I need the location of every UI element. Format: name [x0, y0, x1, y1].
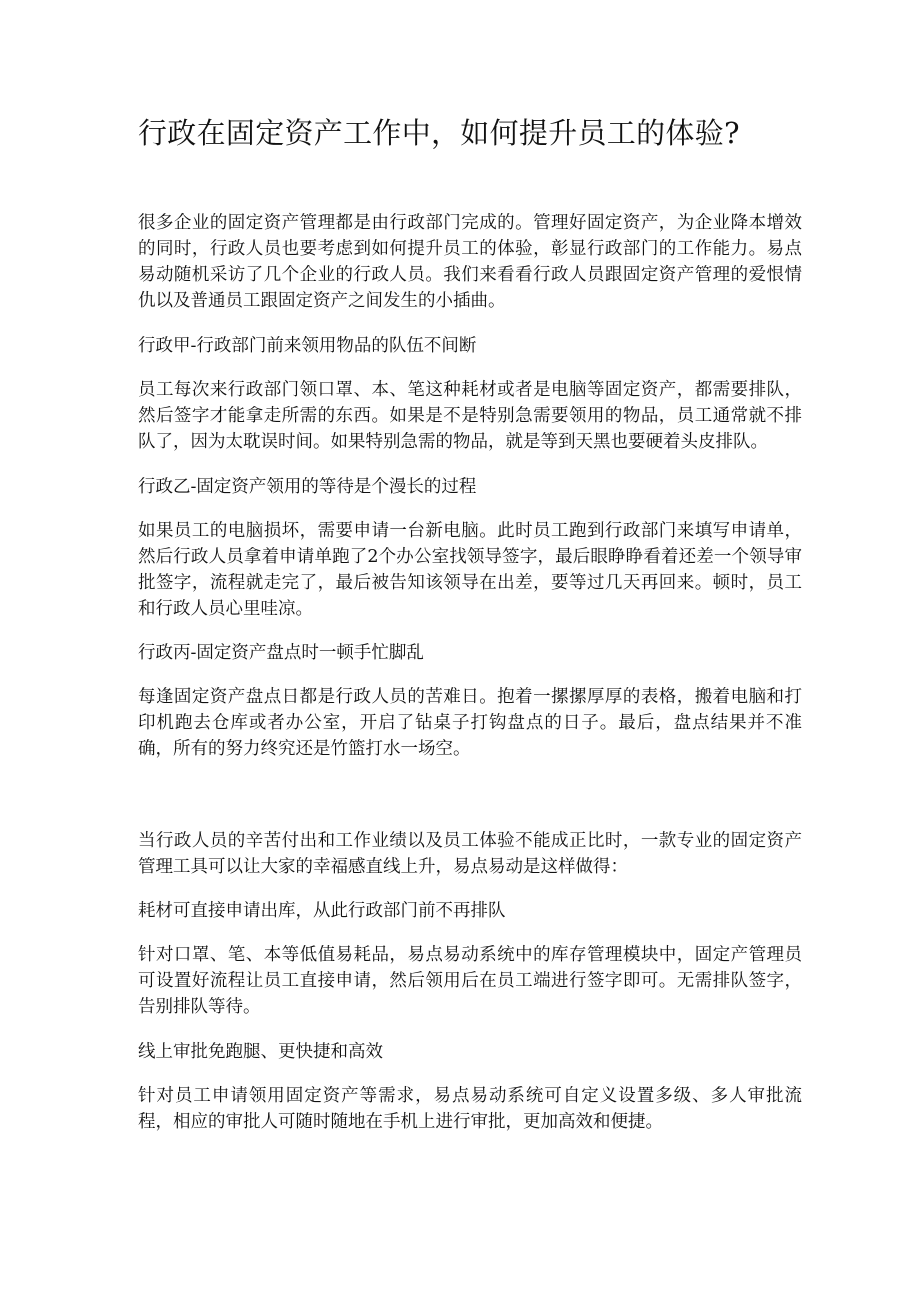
solution-2-heading: 线上审批免跑腿、更快捷和高效 — [138, 1042, 383, 1062]
section-b-paragraph: 如果员工的电脑损坏，需要申请一台新电脑。此时员工跑到行政部门来填写申请单，然后行政人员拿着申请单跑了2个办公室找领导签字，最后眼睁睁看着还差一个领导审批签字，流程就走完了，最后被告知该领导在出差，要等过几天再回来。顿时，员工和行政人员心里哇凉。 — [138, 521, 802, 619]
solution-1-heading: 耗材可直接申请出库，从此行政部门前不再排队 — [138, 901, 506, 921]
solution-2-paragraph: 针对员工申请领用固定资产等需求，易点易动系统可自定义设置多级、多人审批流程，相应的审批人可随时随地在手机上进行审批，更加高效和便捷。 — [138, 1086, 802, 1132]
solution-1-paragraph: 针对口罩、笔、本等低值易耗品，易点易动系统中的库存管理模块中，固定产管理员可设置好流程让员工直接申请，然后领用后在员工端进行签字即可。无需排队签字，告别排队等待。 — [138, 945, 802, 1017]
section-c-heading: 行政丙-固定资产盘点时一顿手忙脚乱 — [138, 643, 424, 663]
document-title: 行政在固定资产工作中，如何提升员工的体验? — [138, 116, 740, 150]
section-a-heading: 行政甲-行政部门前来领用物品的队伍不间断 — [138, 336, 477, 356]
section-c-paragraph: 每逢固定资产盘点日都是行政人员的苦难日。抱着一摞摞厚厚的表格，搬着电脑和打印机跑去仓库或者办公室，开启了钻桌子打钩盘点的日子。最后，盘点结果并不准确，所有的努力终究还是竹篮打水一场空。 — [138, 687, 802, 759]
section-b-heading: 行政乙-固定资产领用的等待是个漫长的过程 — [138, 477, 477, 497]
solution-intro-paragraph: 当行政人员的辛苦付出和工作业绩以及员工体验不能成正比时，一款专业的固定资产管理工具可以让大家的幸福感直线上升，易点易动是这样做得： — [138, 831, 802, 877]
intro-paragraph: 很多企业的固定资产管理都是由行政部门完成的。管理好固定资产，为企业降本增效的同时，行政人员也要考虑到如何提升员工的体验，彰显行政部门的工作能力。易点易动随机采访了几个企业的行政人员。我们来看看行政人员跟固定资产管理的爱恨情仇以及普通员工跟固定资产之间发生的小插曲。 — [138, 213, 802, 311]
section-a-paragraph: 员工每次来行政部门领口罩、本、笔这种耗材或者是电脑等固定资产，都需要排队，然后签字才能拿走所需的东西。如果是不是特别急需要领用的物品，员工通常就不排队了，因为太耽误时间。如果特别急需的物品，就是等到天黑也要硬着头皮排队。 — [138, 380, 802, 452]
